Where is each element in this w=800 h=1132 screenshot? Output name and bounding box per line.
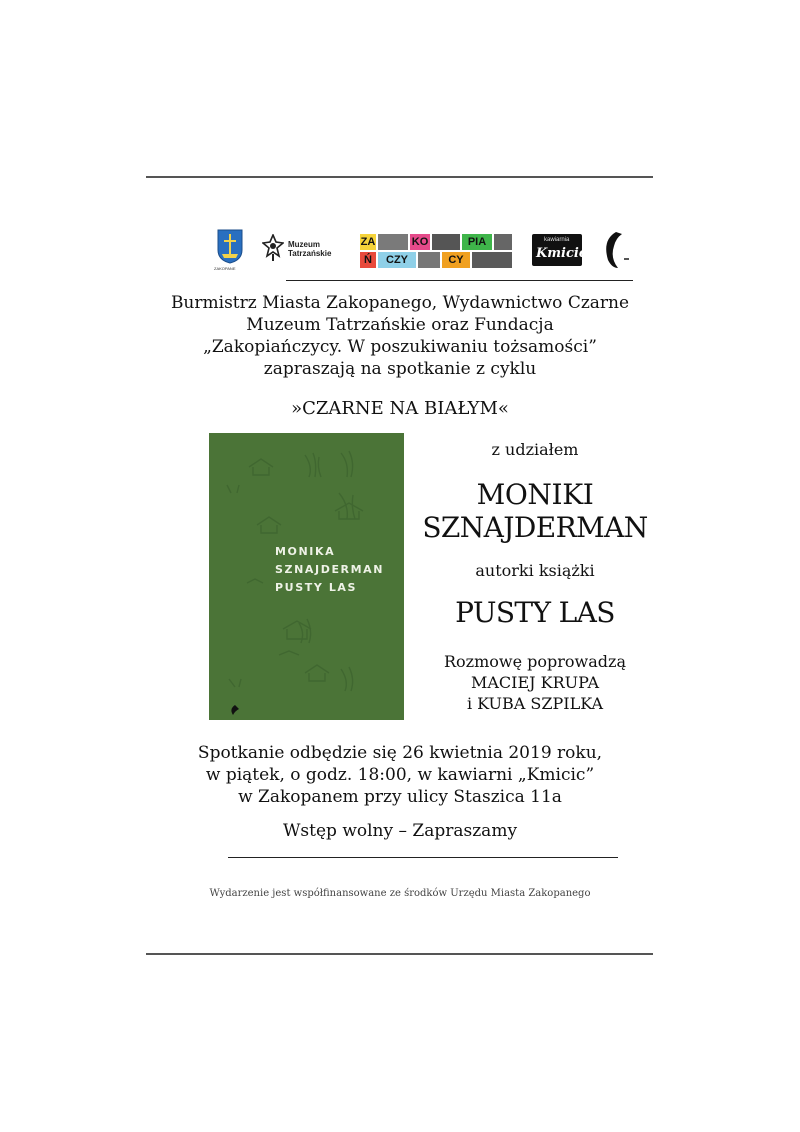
- zakop-photo: [432, 234, 460, 250]
- museum-logo: [262, 234, 342, 264]
- zakopianczycy-logo: [360, 234, 512, 268]
- cover-author-first: MONIKA: [275, 545, 336, 558]
- details-line: w Zakopanem przy ulicy Staszica 11a: [238, 787, 562, 807]
- museum-tatrzanskie-icon: [262, 234, 284, 262]
- cover-author-last: SZNAJDERMAN: [275, 563, 385, 576]
- zakop-cell: ZA: [360, 236, 376, 248]
- headline-line: zapraszają na spotkanie z cyklu: [263, 359, 537, 379]
- kmicic-name: Kmicic: [536, 246, 587, 261]
- kmicic-small-label: kawiarnia: [544, 237, 570, 243]
- zakop-photo: [418, 252, 440, 268]
- cover-title: PUSTY LAS: [275, 581, 358, 594]
- moderators: [418, 651, 652, 714]
- zakop-cell: KO: [411, 236, 429, 248]
- event-details: [150, 742, 650, 808]
- bottom-rule: [146, 953, 653, 955]
- zakop-photo: [494, 234, 512, 250]
- details-line: Spotkanie odbędzie się 26 kwietnia 2019 roku,: [197, 743, 603, 763]
- guest-name-line2: SZNAJDERMAN: [422, 511, 648, 544]
- guest-name-line1: MONIKI: [476, 478, 594, 511]
- zakopane-crest-icon: [216, 228, 244, 264]
- series-title: »CZARNE NA BIAŁYM«: [291, 398, 509, 419]
- crest-caption: ZAKOPANE: [214, 266, 236, 271]
- museum-name-line2: Tatrzańskie: [288, 249, 332, 258]
- top-rule: [146, 176, 653, 178]
- moderator-name: i KUBA SZPILKA: [466, 694, 604, 713]
- logo-divider: [286, 280, 633, 281]
- czarne-publisher-icon: [602, 230, 630, 270]
- author-label: autorki książki: [475, 561, 595, 580]
- zakop-photo: [378, 234, 408, 250]
- headline-line: Burmistrz Miasta Zakopanego, Wydawnictwo Czarne: [170, 293, 630, 313]
- moderator-name: MACIEJ KRUPA: [470, 673, 599, 692]
- with-label: z udziałem: [491, 440, 579, 459]
- moderator-intro: Rozmowę poprowadzą: [443, 652, 626, 671]
- kmicic-logo: [532, 234, 587, 266]
- headline: [150, 292, 650, 380]
- zakop-cell: PIA: [462, 234, 492, 250]
- museum-name-line1: Muzeum: [288, 240, 320, 249]
- headline-line: Muzeum Tatrzańskie oraz Fundacja: [246, 315, 554, 335]
- zakop-cell: CY: [442, 252, 470, 268]
- zakop-cell: Ń: [360, 252, 376, 268]
- details-line: w piątek, o godz. 18:00, w kawiarni „Kmicic”: [205, 765, 595, 785]
- book-cover: [209, 433, 404, 720]
- entry-note: Wstęp wolny – Zapraszamy: [282, 821, 518, 841]
- book-title: PUSTY LAS: [455, 596, 615, 629]
- entry-divider: [228, 857, 618, 858]
- zakop-cell: CZY: [378, 252, 416, 268]
- funding-note: Wydarzenie jest współfinansowane ze środków Urzędu Miasta Zakopanego: [209, 888, 591, 899]
- headline-line: „Zakopiańczycy. W poszukiwaniu tożsamości”: [203, 337, 597, 357]
- partner-logos: [210, 228, 630, 272]
- zakop-photo: [472, 252, 512, 268]
